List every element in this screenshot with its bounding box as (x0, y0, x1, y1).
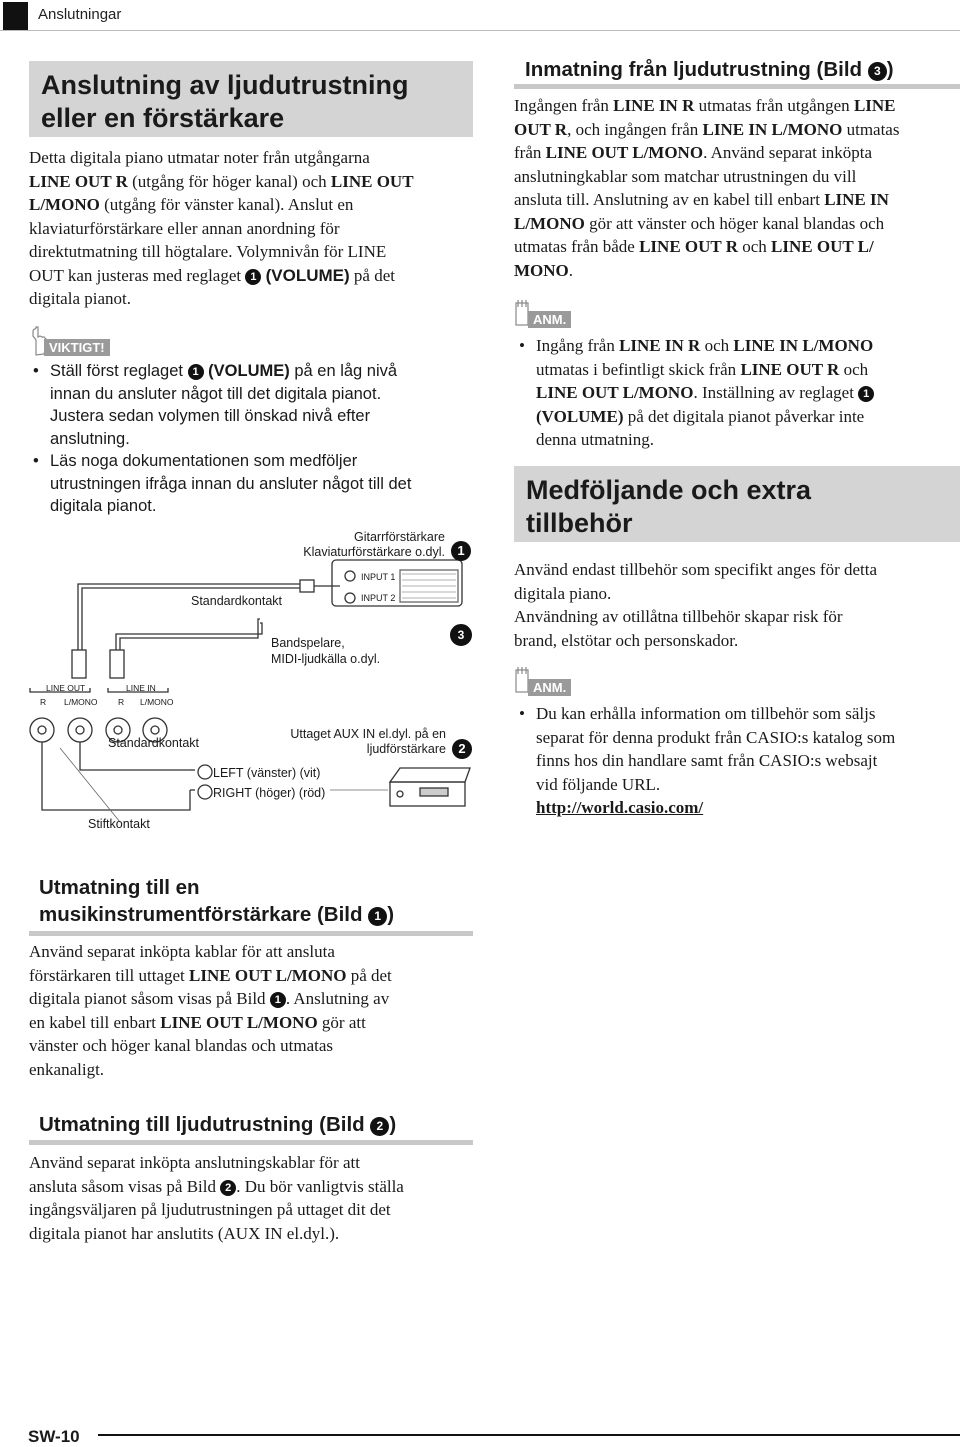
rca-right-plug (198, 785, 212, 799)
figure-number-2: 2 (452, 739, 472, 759)
control-number-1: 1 (858, 386, 874, 402)
intro-paragraph: Detta digitala piano utmatar noter från utgångarna LINE OUT R (utgång för höger kanal) och LINE OUT L/MONO (utgång för vänster kanal). Anslut en klaviaturförstärkare eller annan anordning för direktutmatning till högtalare. Volymnivån för LINE OUT kan justeras med reglaget 1 (VOLUME) på det digitala pianot. (29, 148, 414, 308)
important-item: • Ställ först reglaget 1 (VOLUME) på en låg nivå innan du ansluter något till det digitala pianot. Justera sedan volymen till önskad nivå efter anslutning. (30, 360, 480, 450)
amp-output-paragraph: Använd separat inköpta kablar för att ansluta förstärkaren till uttaget LINE OUT L/MONO på det digitala pianot såsom visas på Bild 1 . Anslutning av en kabel till enbart LINE OUT L/MONO gör att vänster och höger kanal blandas och utmatas enkanaligt. (29, 942, 392, 1079)
control-number-1: 1 (245, 269, 261, 285)
line-in-label: LINE IN (126, 683, 156, 693)
heading-underline (29, 931, 473, 936)
figure-number-3: 3 (450, 624, 472, 646)
main-heading (29, 61, 473, 137)
footer-rule (98, 1434, 960, 1436)
heading-underline (29, 1140, 473, 1145)
guitar-amp-label: Gitarrförstärkare Klaviaturförstärkare o.dyl. (303, 530, 445, 559)
input-paragraph: Ingången från LINE IN R utmatas från utgången LINE OUT R, och ingången från LINE IN L/MONO utmatas från LINE OUT L/MONO. Använd separat inköpta anslutningkablar som matchar utrustningen du vill ansluta till. Anslutning av en kabel till enbart LINE IN L/MONO gör att vänster och höger kanal blandas och utmatas från både LINE OUT R och LINE OUT L/ MONO. (514, 96, 900, 280)
standard-plug-top-label: Standardkontakt (191, 594, 283, 608)
note-item: • Ingång från LINE IN R och LINE IN L/MONO utmatas i befintligt skick från LINE OUT R och LINE OUT L/MONO. Inställning av reglaget 1 (VOLUME) på det digitala pianot påverkar inte denna utmatning. (516, 334, 960, 452)
plug-line-in-r (110, 650, 124, 678)
note-label: ANM. (528, 679, 571, 697)
input-heading: Inmatning från ljudutrustning (Bild 3 ) (525, 58, 894, 81)
audio-output-paragraph: Använd separat inköpta anslutningskablar för att ansluta såsom visas på Bild 2 . Du bör vanligtvis ställa ingångsväljaren på ljudutrustningen på uttaget dit det digitala pianot har anslutits (AUX IN el.dyl.). (29, 1153, 404, 1243)
main-heading-line1: Anslutning av ljudutrustning (41, 70, 409, 100)
running-header: Anslutningar (38, 6, 122, 23)
line-out-label: LINE OUT (46, 683, 86, 693)
important-label: VIKTIGT! (44, 339, 110, 357)
figure-ref-2: 2 (220, 1180, 236, 1196)
figure-ref-1: 1 (270, 992, 286, 1008)
important-item: • Läs noga dokumentationen som medföljer utrustningen ifråga innan du ansluter något till det digitala pianot. (30, 450, 480, 518)
jack-r-label: R (40, 697, 47, 707)
note-label: ANM. (528, 311, 571, 329)
section-marker (3, 2, 28, 30)
accessories-paragraph: Använd endast tillbehör som specifikt anges för detta digitala piano. Användning av otillåtna tillbehör skapar risk för brand, elstötar och personskador. (514, 560, 878, 650)
header-divider (0, 30, 960, 31)
plug-line-out-lmono (72, 650, 86, 678)
jack-r-label: R (118, 697, 125, 707)
standard-plug-bottom-label: Standardkontakt (108, 736, 200, 750)
main-heading-line2: eller en förstärkare (41, 103, 285, 133)
audio-output-heading: Utmatning till ljudutrustning (Bild 2 ) (39, 1113, 397, 1136)
casio-url-link[interactable]: http://world.casio.com/ (536, 798, 704, 817)
accessories-heading: Medföljande och extra tillbehör (514, 466, 960, 542)
jack-lmono-label: L/MONO (140, 697, 174, 707)
pin-plug-label: Stiftkontakt (88, 817, 150, 831)
right-plug-label: RIGHT (höger) (röd) (213, 786, 326, 800)
rca-left-plug (198, 765, 212, 779)
cable-aux-left (42, 742, 190, 810)
plug-top (300, 580, 314, 592)
note-list (516, 702, 960, 820)
guitar-amp (332, 560, 462, 606)
jack-line-out-lmono (68, 718, 92, 742)
jack-lmono-label: L/MONO (64, 697, 98, 707)
note-item: • Du kan erhålla information om tillbehör som säljs separat för denna produkt från CASIO:s katalog som finns hos din handlare samt från CASIO:s websajt vid följande URL. http://world.casio.com/ (516, 702, 960, 820)
note-list (516, 334, 960, 452)
left-plug-label: LEFT (vänster) (vit) (213, 766, 321, 780)
page-number: SW-10 (28, 1427, 80, 1446)
tape-recorder-label: Bandspelare, MIDI-ljudkälla o.dyl. (271, 636, 381, 666)
input1-label: INPUT 1 (361, 572, 396, 582)
control-number-1: 1 (188, 364, 204, 380)
figure-number-1: 1 (451, 541, 471, 561)
amp-output-heading: Utmatning till en musikinstrumentförstärkare (Bild 1 ) (39, 876, 395, 926)
important-list (30, 360, 480, 518)
aux-in-label: Uttaget AUX IN el.dyl. på en ljudförstärkare (290, 727, 446, 756)
heading-underline (514, 84, 960, 89)
input2-label: INPUT 2 (361, 593, 396, 603)
jack-line-out-r (30, 718, 54, 742)
